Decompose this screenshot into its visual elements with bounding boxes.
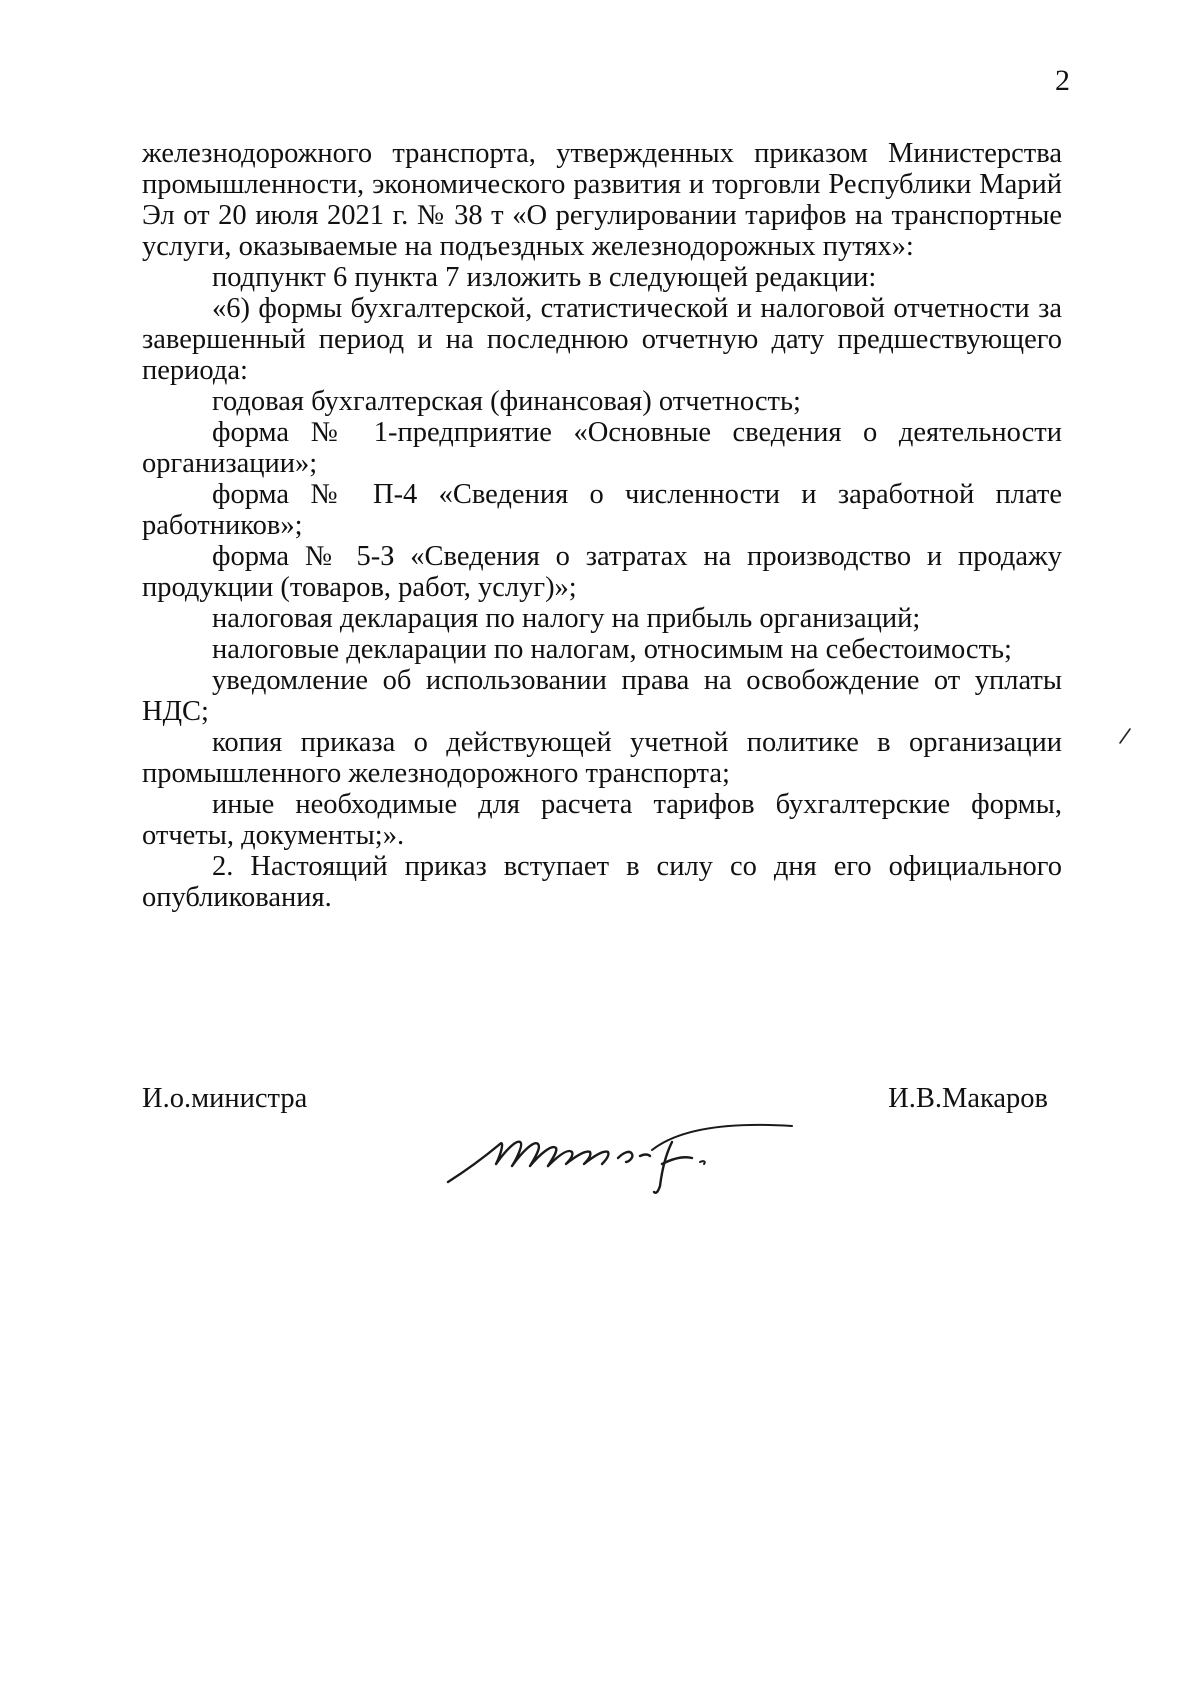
- list-item-vat-exemption-notice: уведомление об использовании права на освобождение от уплаты НДС;: [142, 665, 1062, 727]
- paragraph-reporting-forms: «6) формы бухгалтерской, статистической и налоговой отчетности за завершенный период и на последнюю отчетную дату предшествующего периода:: [142, 293, 1062, 386]
- page-number: 2: [1055, 64, 1070, 97]
- signatory-position: И.о.министра: [142, 1083, 308, 1114]
- handwritten-signature: [440, 1106, 800, 1196]
- document-body: [142, 138, 1062, 913]
- paragraph-continuation: железнодорожного транспорта, утвержденных приказом Министерства промышленности, экономического развития и торговли Республики Марий Эл от 20 июля 2021 г. № 38 т «О регулировании тарифов на транспортные услуги, оказываемые на подъездных железнодорожных путях»:: [142, 138, 1062, 262]
- list-item-profit-tax-declaration: налоговая декларация по налогу на прибыль организаций;: [212, 603, 921, 634]
- list-item-form-1-enterprise: форма № 1-предприятие «Основные сведения о деятельности организации»;: [142, 417, 1062, 479]
- list-item-other-documents: иные необходимые для расчета тарифов бухгалтерские формы, отчеты, документы;».: [142, 789, 1062, 851]
- list-item-form-5z: форма № 5-З «Сведения о затратах на производство и продажу продукции (товаров, работ, услуг)»;: [142, 541, 1062, 603]
- list-item-accounting-policy-copy: копия приказа о действующей учетной политике в организации промышленного железнодорожного транспорта;: [142, 727, 1062, 789]
- list-item-form-p4: форма № П-4 «Сведения о численности и заработной плате работников»;: [142, 479, 1062, 541]
- stray-pen-mark: [1118, 727, 1132, 745]
- list-item-annual-reporting: годовая бухгалтерская (финансовая) отчетность;: [212, 386, 801, 417]
- paragraph-amendment-intro: подпункт 6 пункта 7 изложить в следующей редакции:: [212, 262, 877, 293]
- paragraph-effective-date: 2. Настоящий приказ вступает в силу со дня его официального опубликования.: [142, 851, 1062, 913]
- signatory-name: И.В.Макаров: [888, 1083, 1048, 1114]
- list-item-tax-declarations: налоговые декларации по налогам, относимым на себестоимость;: [212, 634, 1012, 665]
